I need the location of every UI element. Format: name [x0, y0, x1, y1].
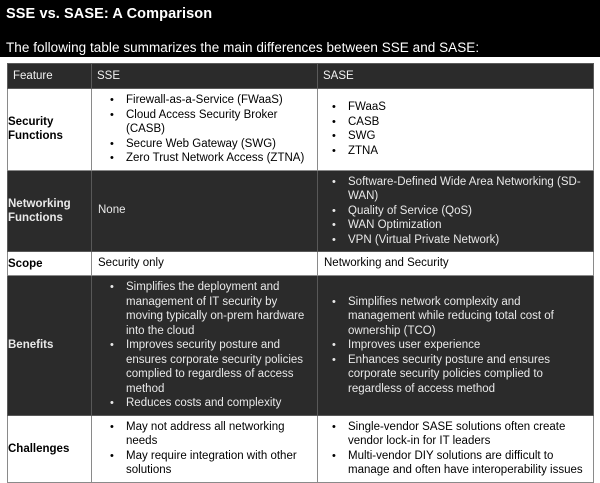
bullet-item: • CASB	[348, 115, 589, 130]
bullet-item: • May require integration with other solutions	[126, 449, 313, 478]
table-header-row	[8, 64, 594, 89]
page-title: SSE vs. SASE: A Comparison	[6, 6, 213, 22]
table-row	[8, 276, 594, 416]
table-row	[8, 170, 594, 252]
comparison-table-container	[0, 57, 600, 483]
bullet-list	[92, 420, 317, 478]
bullet-item: • Improves security posture and ensures corporate security policies complied to regardless of access method	[126, 338, 313, 396]
bullet-list	[318, 420, 593, 478]
bullet-list	[318, 100, 593, 158]
table-row	[8, 415, 594, 482]
sase-cell: Networking and Security	[318, 252, 594, 276]
feature-cell: Security Functions	[8, 89, 92, 171]
sase-cell	[318, 415, 594, 482]
table-row	[8, 252, 594, 276]
bullet-item: • VPN (Virtual Private Network)	[348, 233, 589, 248]
comparison-table	[7, 63, 594, 483]
feature-cell: Networking Functions	[8, 170, 92, 252]
bullet-item: • Cloud Access Security Broker (CASB)	[126, 108, 313, 137]
bullet-item: • Simplifies the deployment and management of IT security by moving typically on-prem hardware into the cloud	[126, 280, 313, 338]
sase-cell	[318, 89, 594, 171]
bullet-list	[318, 175, 593, 248]
column-header-sase: SASE	[318, 64, 594, 89]
bullet-item: • Zero Trust Network Access (ZTNA)	[126, 151, 313, 166]
sse-cell	[92, 276, 318, 416]
sse-cell: Security only	[92, 252, 318, 276]
feature-cell: Challenges	[8, 415, 92, 482]
bullet-list	[92, 93, 317, 166]
bullet-item: • Software-Defined Wide Area Networking (SD-WAN)	[348, 175, 589, 204]
intro-paragraph: The following table summarizes the main differences between SSE and SASE:	[6, 40, 480, 55]
bullet-item: • Reduces costs and complexity	[126, 396, 313, 411]
table-row	[8, 89, 594, 171]
feature-cell: Benefits	[8, 276, 92, 416]
bullet-item: • Quality of Service (QoS)	[348, 204, 589, 219]
bullet-item: • Enhances security posture and ensures corporate security policies complied to regardless of access method	[348, 353, 589, 397]
bullet-item: • Simplifies network complexity and management while reducing total cost of ownership (TCO)	[348, 295, 589, 339]
sase-cell	[318, 276, 594, 416]
column-header-sse: SSE	[92, 64, 318, 89]
bullet-list	[318, 295, 593, 397]
bullet-item: • FWaaS	[348, 100, 589, 115]
column-header-feature: Feature	[8, 64, 92, 89]
table-body	[8, 89, 594, 483]
bullet-item: • Firewall-as-a-Service (FWaaS)	[126, 93, 313, 108]
intro-banner	[0, 0, 600, 57]
bullet-item: • ZTNA	[348, 144, 589, 159]
sse-cell: None	[92, 170, 318, 252]
sse-cell	[92, 89, 318, 171]
bullet-item: • Single-vendor SASE solutions often create vendor lock-in for IT leaders	[348, 420, 589, 449]
bullet-list	[92, 280, 317, 411]
sase-cell	[318, 170, 594, 252]
sse-cell	[92, 415, 318, 482]
bullet-item: • May not address all networking needs	[126, 420, 313, 449]
bullet-item: • Improves user experience	[348, 338, 589, 353]
feature-cell: Scope	[8, 252, 92, 276]
bullet-item: • WAN Optimization	[348, 218, 589, 233]
bullet-item: • Multi-vendor DIY solutions are difficult to manage and often have interoperability issues	[348, 449, 589, 478]
bullet-item: • SWG	[348, 129, 589, 144]
bullet-item: • Secure Web Gateway (SWG)	[126, 137, 313, 152]
